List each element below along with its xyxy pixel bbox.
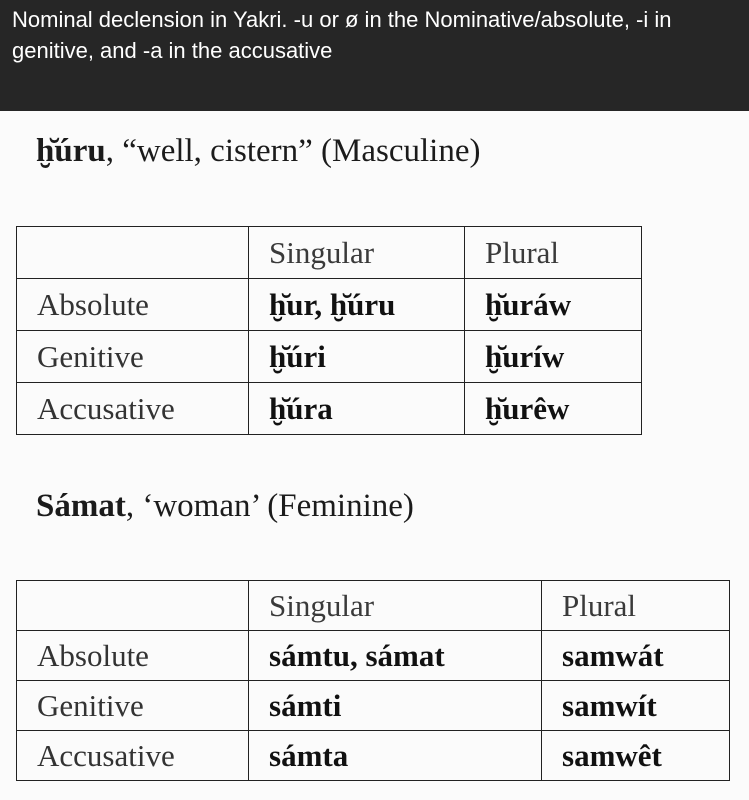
plural-form: samwít [542,681,730,731]
table-row [17,681,730,731]
plural-form: samwát [542,631,730,681]
column-header-singular: Singular [249,581,542,631]
feminine-declension-table [16,580,730,781]
singular-form: ḫ̆ur, ḫ̆úru [249,279,465,331]
table-header-row [17,581,730,631]
gloss: , ‘woman’ (Feminine) [125,488,414,524]
corner-cell [17,227,249,279]
table-header-row [17,227,642,279]
corner-cell [17,581,249,631]
table-row [17,731,730,781]
plural-form: ḫ̆uríw [465,331,642,383]
case-label: Accusative [17,731,249,781]
table-row [17,631,730,681]
case-label: Absolute [17,279,249,331]
case-label: Genitive [17,681,249,731]
column-header-plural: Plural [465,227,642,279]
singular-form: sámtu, sámat [249,631,542,681]
plural-form: ḫ̆urêw [465,383,642,435]
singular-form: sámta [249,731,542,781]
plural-form: samwêt [542,731,730,781]
lemma: Sámat [36,488,126,524]
lemma: ḫ̆úru [36,133,106,169]
table-row [17,383,642,435]
caption-text: Nominal declension in Yakri. -u or ø in the Nominative/absolute, -i in genitive, and -a in the accusative [12,7,672,63]
plural-form: ḫ̆uráw [465,279,642,331]
singular-form: sámti [249,681,542,731]
table-row [17,331,642,383]
case-label: Genitive [17,331,249,383]
gloss: , “well, cistern” (Masculine) [105,133,481,169]
table-row [17,279,642,331]
case-label: Absolute [17,631,249,681]
singular-form: ḫ̆úra [249,383,465,435]
singular-form: ḫ̆úri [249,331,465,383]
column-header-singular: Singular [249,227,465,279]
column-header-plural: Plural [542,581,730,631]
case-label: Accusative [17,383,249,435]
masculine-declension-table [16,226,642,435]
caption-banner [0,0,749,111]
feminine-noun-heading [36,488,414,525]
masculine-noun-heading [36,133,480,170]
